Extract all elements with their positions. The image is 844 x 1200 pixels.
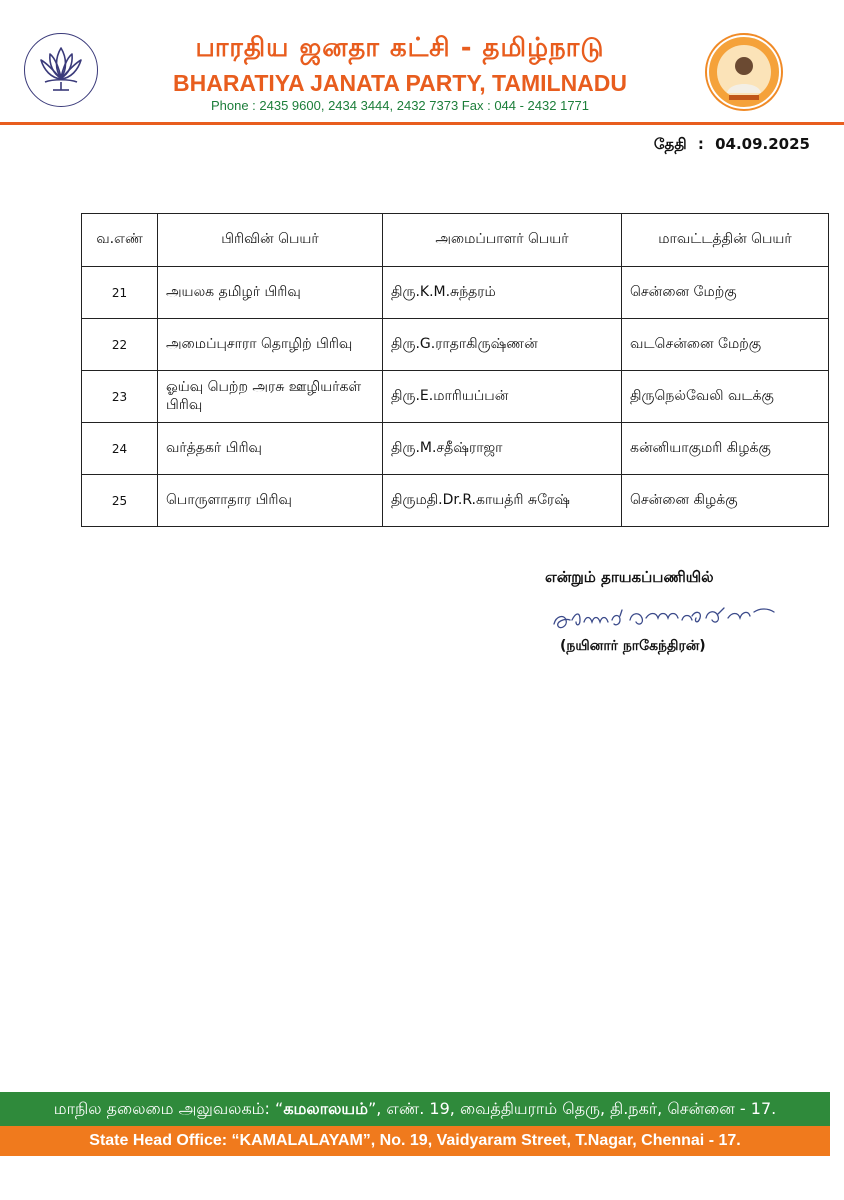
contact-details: Phone : 2435 9600, 2434 3444, 2432 7373 Fax : 044 - 2432 1771 xyxy=(210,98,590,113)
header-wing-name: பிரிவின் பெயர் xyxy=(158,214,383,267)
district-name: திருநெல்வேலி வடக்கு xyxy=(622,371,829,423)
district-name: சென்னை மேற்கு xyxy=(622,267,829,319)
header-district-name: மாவட்டத்தின் பெயர் xyxy=(622,214,829,267)
footer-address-english: State Head Office: “KAMALALAYAM”, No. 19, Vaidyaram Street, T.Nagar, Chennai - 17. xyxy=(0,1126,830,1156)
table-row xyxy=(82,423,829,475)
date-label: தேதி xyxy=(653,135,687,153)
serial-number: 23 xyxy=(82,371,158,423)
handwritten-signature xyxy=(550,598,790,642)
table-row xyxy=(82,475,829,527)
signer-name: (நயினார் நாகேந்திரன்) xyxy=(560,638,706,654)
leader-portrait-seal-icon xyxy=(705,33,783,111)
footer-tamil-prefix: மாநில தலைமை அலுவலகம்: “ xyxy=(53,1099,284,1118)
table-header-row xyxy=(82,214,829,267)
letterhead xyxy=(0,0,844,130)
serial-number: 25 xyxy=(82,475,158,527)
district-name: சென்னை கிழக்கு xyxy=(622,475,829,527)
convener-name: திரு.M.சதீஷ்ராஜா xyxy=(383,423,622,475)
footer-tamil-suffix: ”, எண். 19, வைத்தியராம் தெரு, தி.நகர், சென்னை - 17. xyxy=(367,1099,777,1118)
wing-name: அமைப்புசாரா தொழிற் பிரிவு xyxy=(158,319,383,371)
district-name: வடசென்னை மேற்கு xyxy=(622,319,829,371)
header-convener-name: அமைப்பாளர் பெயர் xyxy=(383,214,622,267)
date-value: 04.09.2025 xyxy=(715,135,810,153)
convener-name: திரு.K.M.சுந்தரம் xyxy=(383,267,622,319)
footer-address-tamil xyxy=(0,1092,830,1126)
date-line xyxy=(560,135,810,155)
wing-name: ஓய்வு பெற்ற அரசு ஊழியர்கள் பிரிவு xyxy=(158,371,383,423)
serial-number: 21 xyxy=(82,267,158,319)
wing-name: அயலக தமிழர் பிரிவு xyxy=(158,267,383,319)
party-name-tamil: பாரதிய ஜனதா கட்சி - தமிழ்நாடு xyxy=(195,33,605,63)
table-row xyxy=(82,371,829,423)
convener-name: திருமதி.Dr.R.காயத்ரி சுரேஷ் xyxy=(383,475,622,527)
header-divider xyxy=(0,122,844,125)
closing-salutation: என்றும் தாயகப்பணியில் xyxy=(545,568,714,586)
serial-number: 24 xyxy=(82,423,158,475)
convener-name: திரு.G.ராதாகிருஷ்ணன் xyxy=(383,319,622,371)
district-name: கன்னியாகுமரி கிழக்கு xyxy=(622,423,829,475)
lotus-icon xyxy=(24,33,98,107)
header-serial-number: வ.எண் xyxy=(82,214,158,267)
serial-number: 22 xyxy=(82,319,158,371)
appointments-table xyxy=(81,213,829,527)
table-row xyxy=(82,267,829,319)
wing-name: பொருளாதார பிரிவு xyxy=(158,475,383,527)
convener-name: திரு.E.மாரியப்பன் xyxy=(383,371,622,423)
party-name-english: BHARATIYA JANATA PARTY, TAMILNADU xyxy=(172,70,628,96)
wing-name: வர்த்தகர் பிரிவு xyxy=(158,423,383,475)
footer-tamil-office-name: கமலாலயம் xyxy=(283,1099,368,1118)
date-separator: : xyxy=(697,135,704,153)
table-row xyxy=(82,319,829,371)
